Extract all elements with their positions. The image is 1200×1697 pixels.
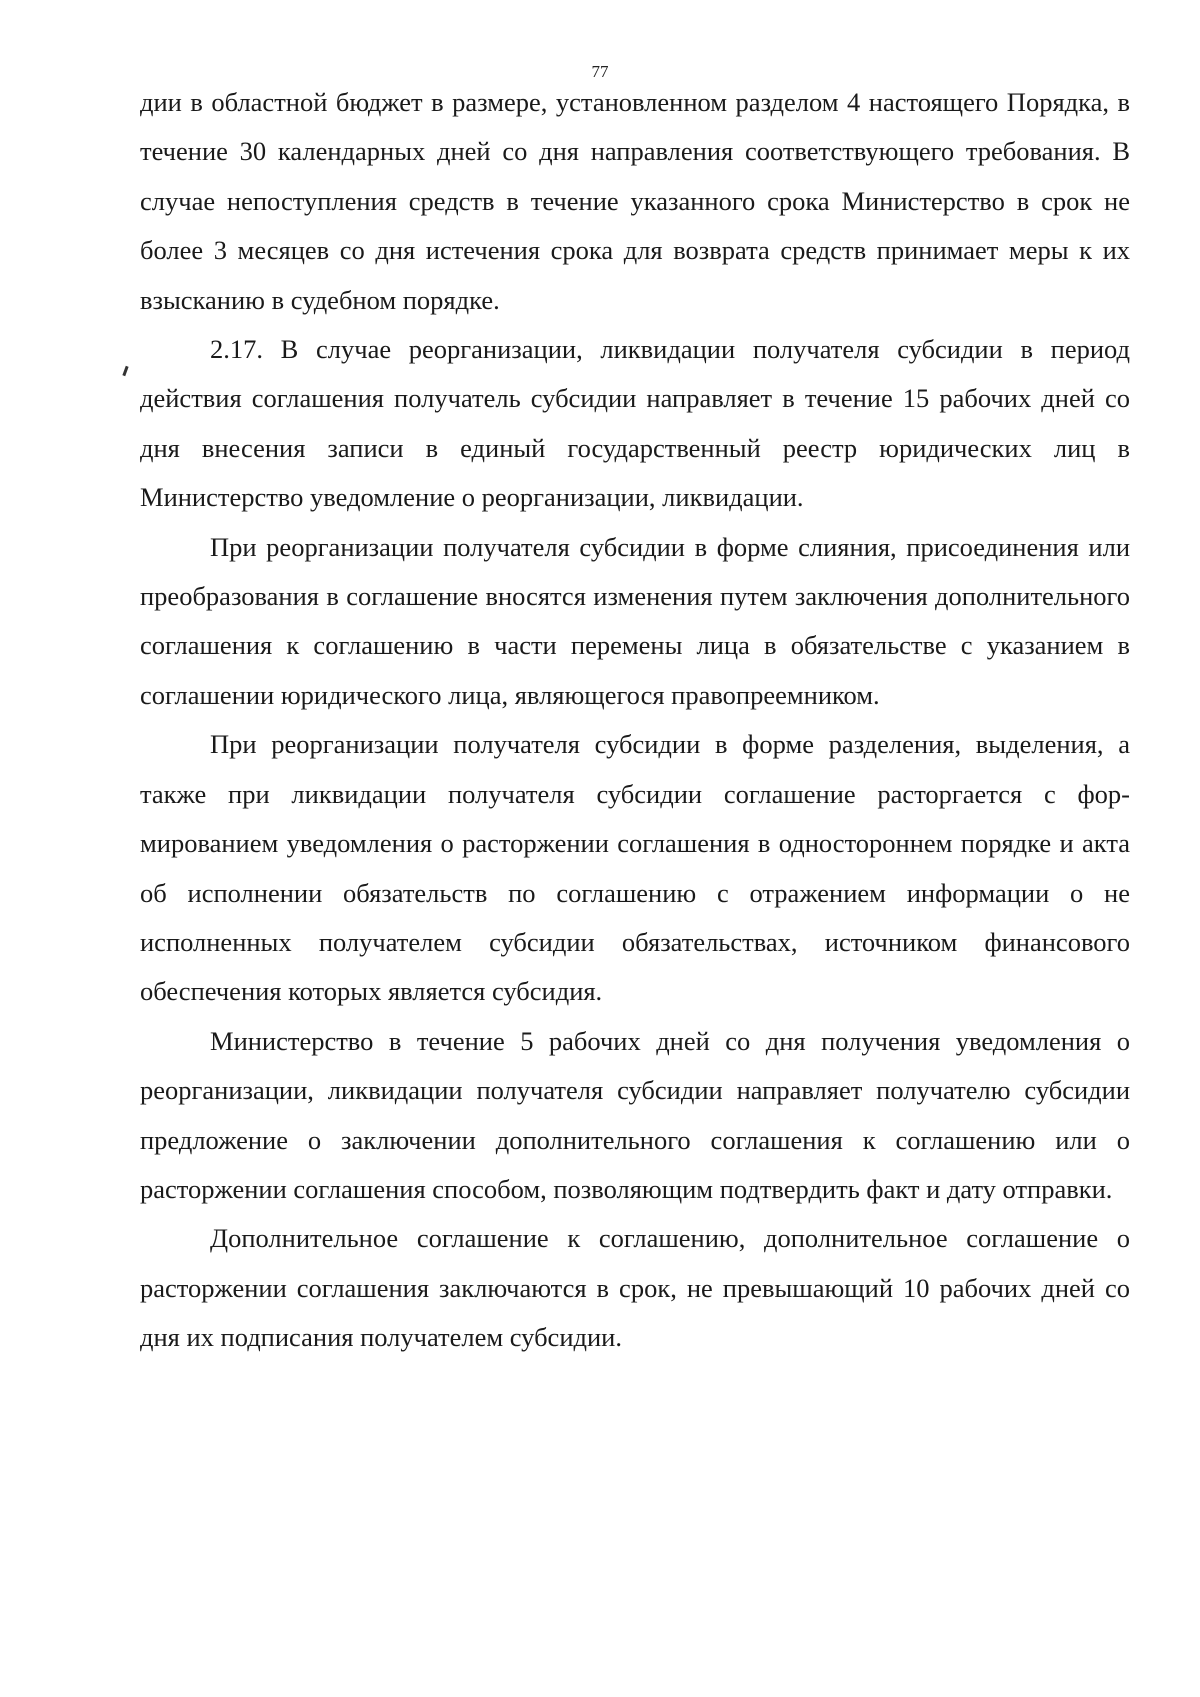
page-number: 77 <box>591 62 609 81</box>
paragraph-additional-agreement: Дополнительное соглашение к соглашению, дополнительное соглашение о расторжении соглашения заключаются в срок, не превышающий 10 рабочих дней со дня их подписания получателем субсидии. <box>140 1223 1130 1353</box>
paragraph-2-17: 2.17. В случае реорганизации, ликвидации получателя субсидии в период действия соглашения получатель субсидии направляет в течение 15 рабочих дней со дня внесения записи в единый государственный реестр юридических лиц в Министерство уведомление о реорганизации, ликвидации. <box>140 334 1130 513</box>
paragraph-division-liquidation: При реорганизации получателя субсидии в форме разделения, выделения, а также при ликвидации получателя субсидии соглашение расторгается с формированием уведомления о расторжении соглашения в одностороннем порядке и акта об исполнении обязательств по соглашению с отражением информации о не исполненных получателем субсидии обязательствах, источником финансового обеспечения которых является субсидия. <box>140 729 1130 1007</box>
paragraph-ministry-notice: Министерство в течение 5 рабочих дней со дня получения уведомления о реорганизации, ликвидации получателя субсидии направляет получателю субсидии предложение о заключении дополнительного соглашения к соглашению или о расторжении соглашения способом, позволяющим подтвердить факт и дату отправки. <box>140 1025 1130 1204</box>
document-body <box>140 78 1130 1363</box>
stray-pen-mark <box>122 366 128 376</box>
paragraph-merger-reorganization: При реорганизации получателя субсидии в форме слияния, присоединения или преобразования в соглашение вносятся изменения путем заключения дополнительного соглашения к соглашению в части перемены лица в обязательстве с указанием в соглашении юридического лица, являющегося правопреемником. <box>140 531 1130 710</box>
paragraph-continuation: дии в областной бюджет в размере, установленном разделом 4 настоящего Порядка, в течение 30 календарных дней со дня направления соответствующего требования. В случае непоступления средств в течение указанного срока Министерство в срок не более 3 месяцев со дня истечения срока для возврата средств принимает меры к их взысканию в судебном порядке. <box>140 87 1130 315</box>
